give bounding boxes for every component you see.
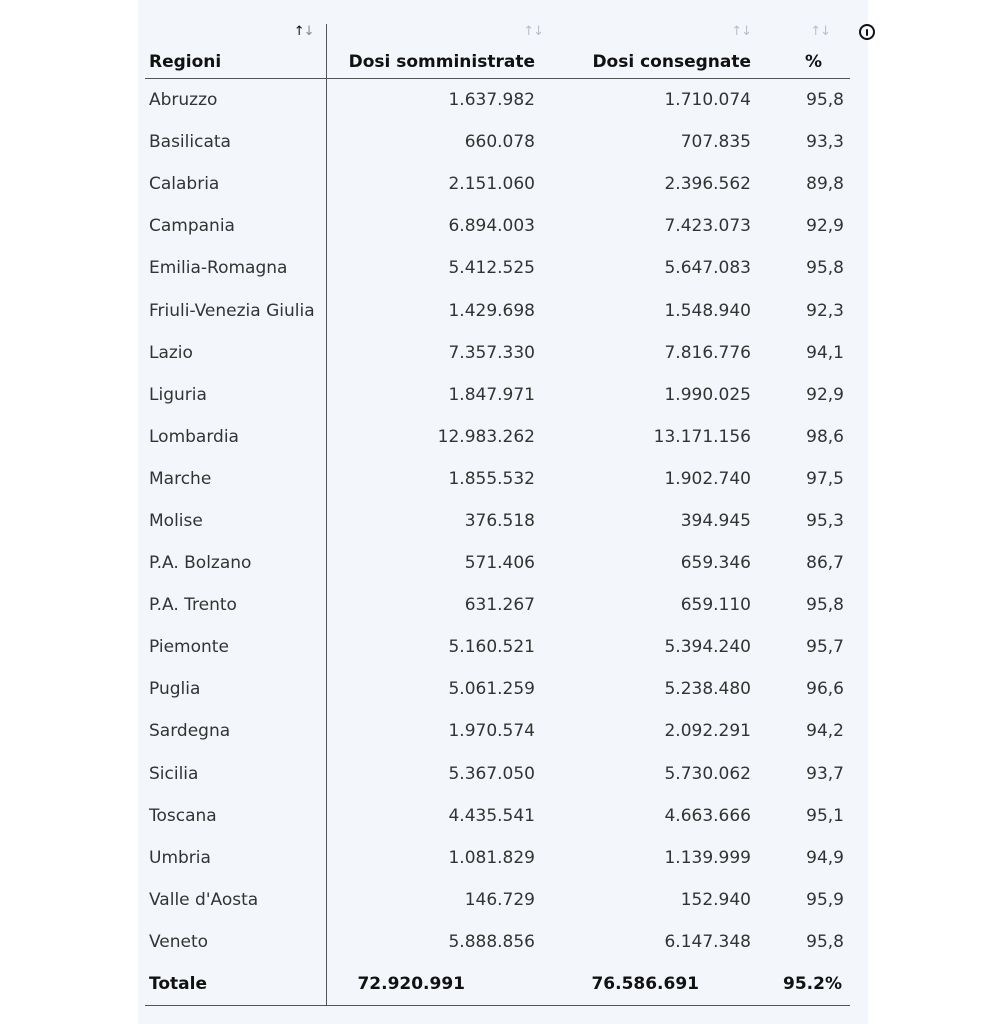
total-label: Totale xyxy=(145,963,326,1006)
percent-cell: 92,9 xyxy=(806,384,844,405)
table-row xyxy=(145,795,850,837)
sort-icon[interactable]: ↑↓ xyxy=(810,24,830,39)
delivered-cell: 659.346 xyxy=(680,553,751,574)
percent-cell: 94,1 xyxy=(806,342,844,363)
region-cell: Calabria xyxy=(145,163,326,205)
region-cell: P.A. Bolzano xyxy=(145,542,326,584)
delivered-cell: 1.548.940 xyxy=(664,300,751,321)
delivered-cell: 707.835 xyxy=(680,132,751,153)
column-header-label: Regioni xyxy=(149,52,222,72)
delivered-cell: 394.945 xyxy=(680,510,751,531)
table-header-row xyxy=(145,24,850,79)
delivered-cell: 1.902.740 xyxy=(664,468,751,489)
info-icon[interactable] xyxy=(859,24,875,40)
region-cell: Emilia-Romagna xyxy=(145,247,326,289)
table-row xyxy=(145,121,850,163)
column-header-administered[interactable] xyxy=(326,24,573,79)
administered-cell: 660.078 xyxy=(464,132,535,153)
administered-cell: 1.847.971 xyxy=(448,384,535,405)
delivered-cell: 13.171.156 xyxy=(653,426,751,447)
delivered-cell: 5.647.083 xyxy=(664,258,751,279)
percent-cell: 98,6 xyxy=(806,426,844,447)
table-row xyxy=(145,584,850,626)
table-row xyxy=(145,879,850,921)
administered-cell: 1.081.829 xyxy=(448,847,535,868)
table-row xyxy=(145,626,850,668)
table-row xyxy=(145,332,850,374)
delivered-cell: 5.730.062 xyxy=(664,763,751,784)
administered-cell: 5.367.050 xyxy=(448,763,535,784)
column-header-label: Dosi somministrate xyxy=(348,52,535,72)
table-row xyxy=(145,163,850,205)
total-percent: 95.2% xyxy=(781,963,850,1006)
region-cell: Friuli-Venezia Giulia xyxy=(145,289,326,331)
region-cell: Lombardia xyxy=(145,416,326,458)
percent-cell: 95,7 xyxy=(806,637,844,658)
total-row xyxy=(145,963,850,1006)
table-row xyxy=(145,416,850,458)
region-cell: Basilicata xyxy=(145,121,326,163)
percent-cell: 93,3 xyxy=(806,132,844,153)
administered-cell: 5.061.259 xyxy=(448,679,535,700)
column-header-label: % xyxy=(804,52,822,72)
total-administered: 72.920.991 xyxy=(326,963,573,1006)
column-header-label: Dosi consegnate xyxy=(592,52,751,72)
region-cell: Sardegna xyxy=(145,710,326,752)
sort-icon[interactable]: ↑↓ xyxy=(293,24,314,39)
administered-cell: 1.637.982 xyxy=(448,90,535,111)
administered-cell: 12.983.262 xyxy=(437,426,535,447)
administered-cell: 4.435.541 xyxy=(448,805,535,826)
column-header-percent[interactable] xyxy=(781,24,850,79)
table-body xyxy=(145,79,850,963)
administered-cell: 376.518 xyxy=(464,510,535,531)
delivered-cell: 7.423.073 xyxy=(664,216,751,237)
region-cell: Toscana xyxy=(145,795,326,837)
table-row xyxy=(145,668,850,710)
administered-cell: 5.412.525 xyxy=(448,258,535,279)
region-cell: Veneto xyxy=(145,921,326,963)
column-header-regions[interactable] xyxy=(145,24,326,79)
region-cell: Lazio xyxy=(145,332,326,374)
percent-cell: 94,2 xyxy=(806,721,844,742)
total-delivered: 76.586.691 xyxy=(573,963,781,1006)
table-row xyxy=(145,500,850,542)
region-cell: Campania xyxy=(145,205,326,247)
administered-cell: 5.888.856 xyxy=(448,931,535,952)
administered-cell: 6.894.003 xyxy=(448,216,535,237)
delivered-cell: 5.238.480 xyxy=(664,679,751,700)
percent-cell: 95,1 xyxy=(806,805,844,826)
percent-cell: 92,3 xyxy=(806,300,844,321)
delivered-cell: 2.092.291 xyxy=(664,721,751,742)
percent-cell: 89,8 xyxy=(806,174,844,195)
sort-icon[interactable]: ↑↓ xyxy=(731,24,751,39)
percent-cell: 95,8 xyxy=(806,595,844,616)
administered-cell: 2.151.060 xyxy=(448,174,535,195)
delivered-cell: 659.110 xyxy=(680,595,751,616)
region-cell: Umbria xyxy=(145,837,326,879)
administered-cell: 5.160.521 xyxy=(448,637,535,658)
region-cell: P.A. Trento xyxy=(145,584,326,626)
percent-cell: 86,7 xyxy=(806,553,844,574)
table-row xyxy=(145,458,850,500)
administered-cell: 7.357.330 xyxy=(448,342,535,363)
table-row xyxy=(145,374,850,416)
table-row xyxy=(145,289,850,331)
administered-cell: 1.855.532 xyxy=(448,468,535,489)
region-cell: Valle d'Aosta xyxy=(145,879,326,921)
percent-cell: 95,8 xyxy=(806,931,844,952)
percent-cell: 95,8 xyxy=(806,90,844,111)
delivered-cell: 2.396.562 xyxy=(664,174,751,195)
delivered-cell: 1.710.074 xyxy=(664,90,751,111)
column-header-delivered[interactable] xyxy=(573,24,781,79)
region-cell: Marche xyxy=(145,458,326,500)
region-cell: Abruzzo xyxy=(145,79,326,122)
percent-cell: 92,9 xyxy=(806,216,844,237)
region-cell: Sicilia xyxy=(145,753,326,795)
table-row xyxy=(145,247,850,289)
sort-icon[interactable]: ↑↓ xyxy=(523,24,543,39)
administered-cell: 1.970.574 xyxy=(448,721,535,742)
delivered-cell: 5.394.240 xyxy=(664,637,751,658)
delivered-cell: 1.139.999 xyxy=(664,847,751,868)
administered-cell: 571.406 xyxy=(464,553,535,574)
table-row xyxy=(145,837,850,879)
administered-cell: 1.429.698 xyxy=(448,300,535,321)
delivered-cell: 7.816.776 xyxy=(664,342,751,363)
region-cell: Liguria xyxy=(145,374,326,416)
delivered-cell: 6.147.348 xyxy=(664,931,751,952)
percent-cell: 95,8 xyxy=(806,258,844,279)
table-row xyxy=(145,710,850,752)
table-row xyxy=(145,542,850,584)
delivered-cell: 152.940 xyxy=(680,889,751,910)
percent-cell: 96,6 xyxy=(806,679,844,700)
percent-cell: 93,7 xyxy=(806,763,844,784)
region-cell: Puglia xyxy=(145,668,326,710)
table-row xyxy=(145,79,850,122)
percent-cell: 97,5 xyxy=(806,468,844,489)
percent-cell: 95,3 xyxy=(806,510,844,531)
administered-cell: 146.729 xyxy=(464,889,535,910)
table-row xyxy=(145,921,850,963)
region-cell: Molise xyxy=(145,500,326,542)
administered-cell: 631.267 xyxy=(464,595,535,616)
delivered-cell: 4.663.666 xyxy=(664,805,751,826)
region-cell: Piemonte xyxy=(145,626,326,668)
percent-cell: 94,9 xyxy=(806,847,844,868)
regions-table xyxy=(145,24,850,1006)
percent-cell: 95,9 xyxy=(806,889,844,910)
table-row xyxy=(145,205,850,247)
delivered-cell: 1.990.025 xyxy=(664,384,751,405)
table-row xyxy=(145,753,850,795)
